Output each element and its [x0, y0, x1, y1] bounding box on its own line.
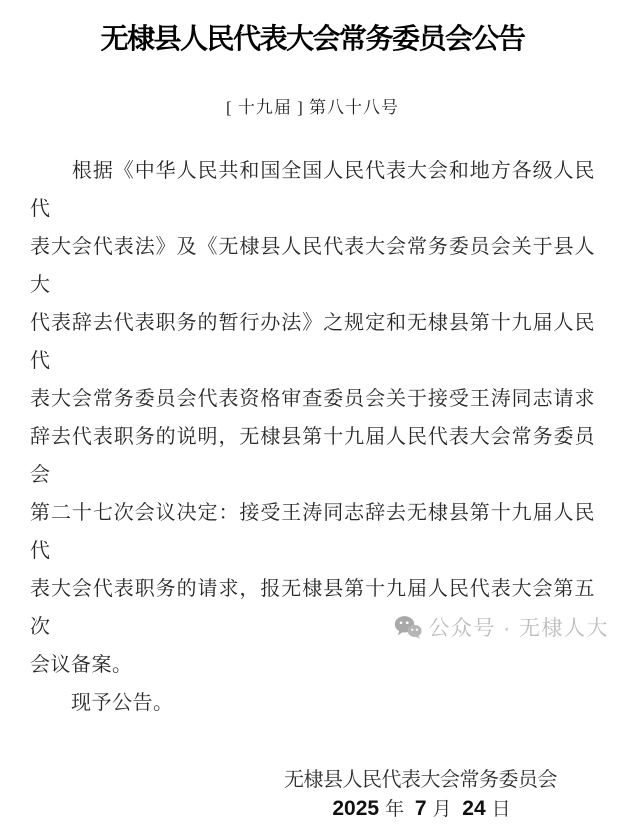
body-line: 表大会常务委员会代表资格审查委员会关于接受王涛同志请求: [30, 388, 595, 410]
body-line: 第二十七次会议决定：接受王涛同志辞去无棣县第十九届人民代: [30, 502, 595, 562]
document-issue-number: [ 十九届 ] 第八十八号: [225, 98, 400, 117]
document-title: 无棣县人民代表大会常务委员会公告: [100, 24, 525, 55]
date-month-unit: 月: [432, 799, 452, 820]
signature-block: [284, 766, 557, 825]
body-line: 会议备案。: [30, 654, 133, 676]
watermark-label: 公众号 · 无棣人大: [428, 617, 609, 640]
body-line: 辞去代表职务的说明，无棣县第十九届人民代表大会常务委员会: [30, 426, 595, 486]
date-day-unit: 日: [491, 799, 511, 820]
wechat-icon: [394, 615, 422, 639]
wechat-watermark: [394, 612, 609, 642]
body-line: 代表辞去代表职务的暂行办法》之规定和无棣县第十九届人民代: [30, 312, 595, 372]
body-line: 表大会代表职务的请求，报无棣县第十九届人民代表大会第五次: [30, 578, 595, 638]
body-line: 根据《中华人民共和国全国人民代表大会和地方各级人民代: [30, 160, 595, 220]
issue-date: [284, 794, 557, 825]
body-line: 现予公告。: [30, 692, 174, 714]
date-day: 24: [462, 797, 486, 820]
date-month: 7: [414, 797, 427, 820]
issuing-authority: 无棣县人民代表大会常务委员会: [284, 769, 557, 791]
date-year: 2025: [332, 797, 380, 820]
announcement-document: [0, 22, 625, 820]
date-year-unit: 年: [385, 799, 405, 820]
body-line: 表大会代表法》及《无棣县人民代表大会常务委员会关于县人大: [30, 236, 595, 296]
